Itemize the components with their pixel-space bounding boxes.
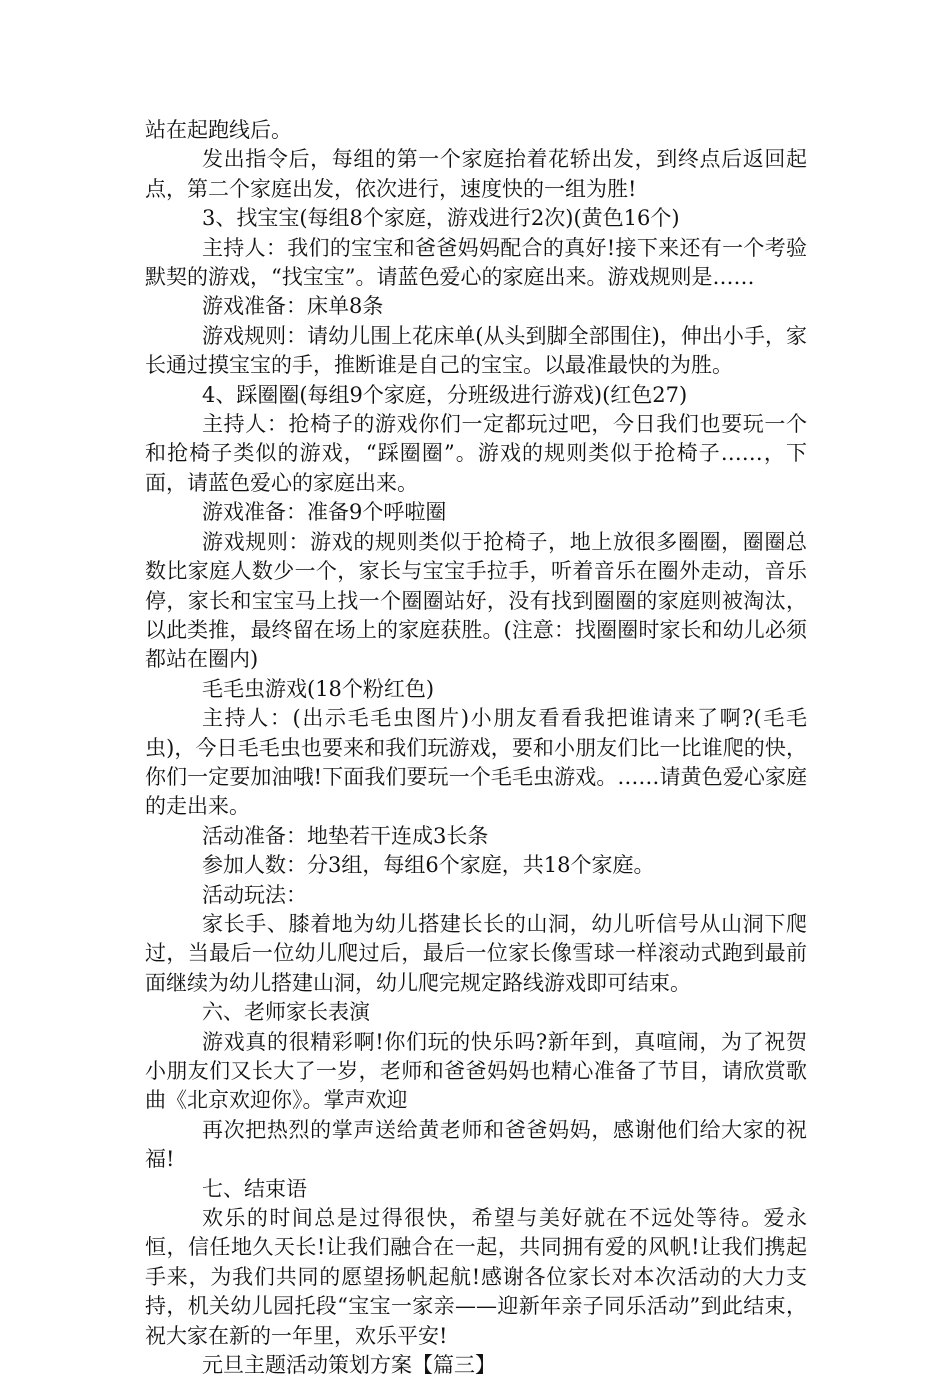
paragraph: 欢乐的时间总是过得很快，希望与美好就在不远处等待。爱永恒，信任地久天长!让我们融合在一起，共同拥有爱的风帆!让我们携起手来，为我们共同的愿望扬帆起航!感谢各位家长对本次活动的大力支持，机关幼儿园托段“宝宝一家亲——迎新年亲子同乐活动”到此结束，祝大家在新的一年里，欢乐平安! xyxy=(145,1206,807,1348)
paragraph: 活动玩法： xyxy=(202,882,307,907)
paragraph: 主持人：(出示毛毛虫图片)小朋友看看我把谁请来了啊?(毛毛虫)，今日毛毛虫也要来和我们玩游戏，要和小朋友们比一比谁爬的快，你们一定要加油哦!下面我们要玩一个毛毛虫游戏。……请黄色爱心家庭的走出来。 xyxy=(145,706,807,819)
paragraph: 参加人数：分3组，每组6个家庭，共18个家庭。 xyxy=(202,853,655,878)
paragraph: 再次把热烈的掌声送给黄老师和爸爸妈妈，感谢他们给大家的祝福! xyxy=(145,1117,807,1172)
paragraph: 家长手、膝着地为幼儿搭建长长的山洞，幼儿听信号从山洞下爬过，当最后一位幼儿爬过后，最后一位家长像雪球一样滚动式跑到最前面继续为幼儿搭建山洞，幼儿爬完规定路线游戏即可结束。 xyxy=(145,911,807,995)
paragraph: 主持人：抢椅子的游戏你们一定都玩过吧，今日我们也要玩一个和抢椅子类似的游戏，“踩圈圈”。游戏的规则类似于抢椅子……，下面，请蓝色爱心的家庭出来。 xyxy=(145,412,807,495)
paragraph: 游戏规则：游戏的规则类似于抢椅子，地上放很多圈圈，圈圈总数比家庭人数少一个，家长与宝宝手拉手，听着音乐在圈外走动，音乐停，家长和宝宝马上找一个圈圈站好，没有找到圈圈的家庭则被淘汰，以此类推，最终留在场上的家庭获胜。(注意：找圈圈时家长和幼儿必须都站在圈内) xyxy=(145,529,807,672)
paragraph: 游戏真的很精彩啊!你们玩的快乐吗?新年到，真喧闹，为了祝贺小朋友们又长大了一岁，老师和爸爸妈妈也精心准备了节目，请欣赏歌曲《北京欢迎你》。掌声欢迎 xyxy=(145,1029,807,1113)
paragraph: 游戏准备：准备9个呼啦圈 xyxy=(202,500,447,525)
section-heading: 元旦主题活动策划方案【篇三】 xyxy=(202,1353,496,1378)
paragraph: 站在起跑线后。 xyxy=(145,118,292,142)
section-heading: 4、踩圈圈(每组9个家庭，分班级进行游戏)(红色27) xyxy=(202,382,688,407)
section-heading: 七、结束语 xyxy=(202,1176,307,1201)
document-body xyxy=(145,116,807,1380)
section-heading: 六、老师家长表演 xyxy=(202,1000,370,1025)
paragraph: 游戏准备：床单8条 xyxy=(202,294,384,319)
paragraph: 发出指令后，每组的第一个家庭抬着花轿出发，到终点后返回起点，第二个家庭出发，依次进行，速度快的一组为胜! xyxy=(145,147,807,201)
section-heading: 毛毛虫游戏(18个粉红色) xyxy=(202,676,435,701)
paragraph: 游戏规则：请幼儿围上花床单(从头到脚全部围住)，伸出小手，家长通过摸宝宝的手，推断谁是自己的宝宝。以最准最快的为胜。 xyxy=(145,323,807,378)
paragraph: 活动准备：地垫若干连成3长条 xyxy=(202,823,489,848)
section-heading: 3、找宝宝(每组8个家庭，游戏进行2次)(黄色16个) xyxy=(202,206,680,231)
paragraph: 主持人：我们的宝宝和爸爸妈妈配合的真好!接下来还有一个考验默契的游戏，“找宝宝”。请蓝色爱心的家庭出来。游戏规则是…… xyxy=(145,235,807,290)
